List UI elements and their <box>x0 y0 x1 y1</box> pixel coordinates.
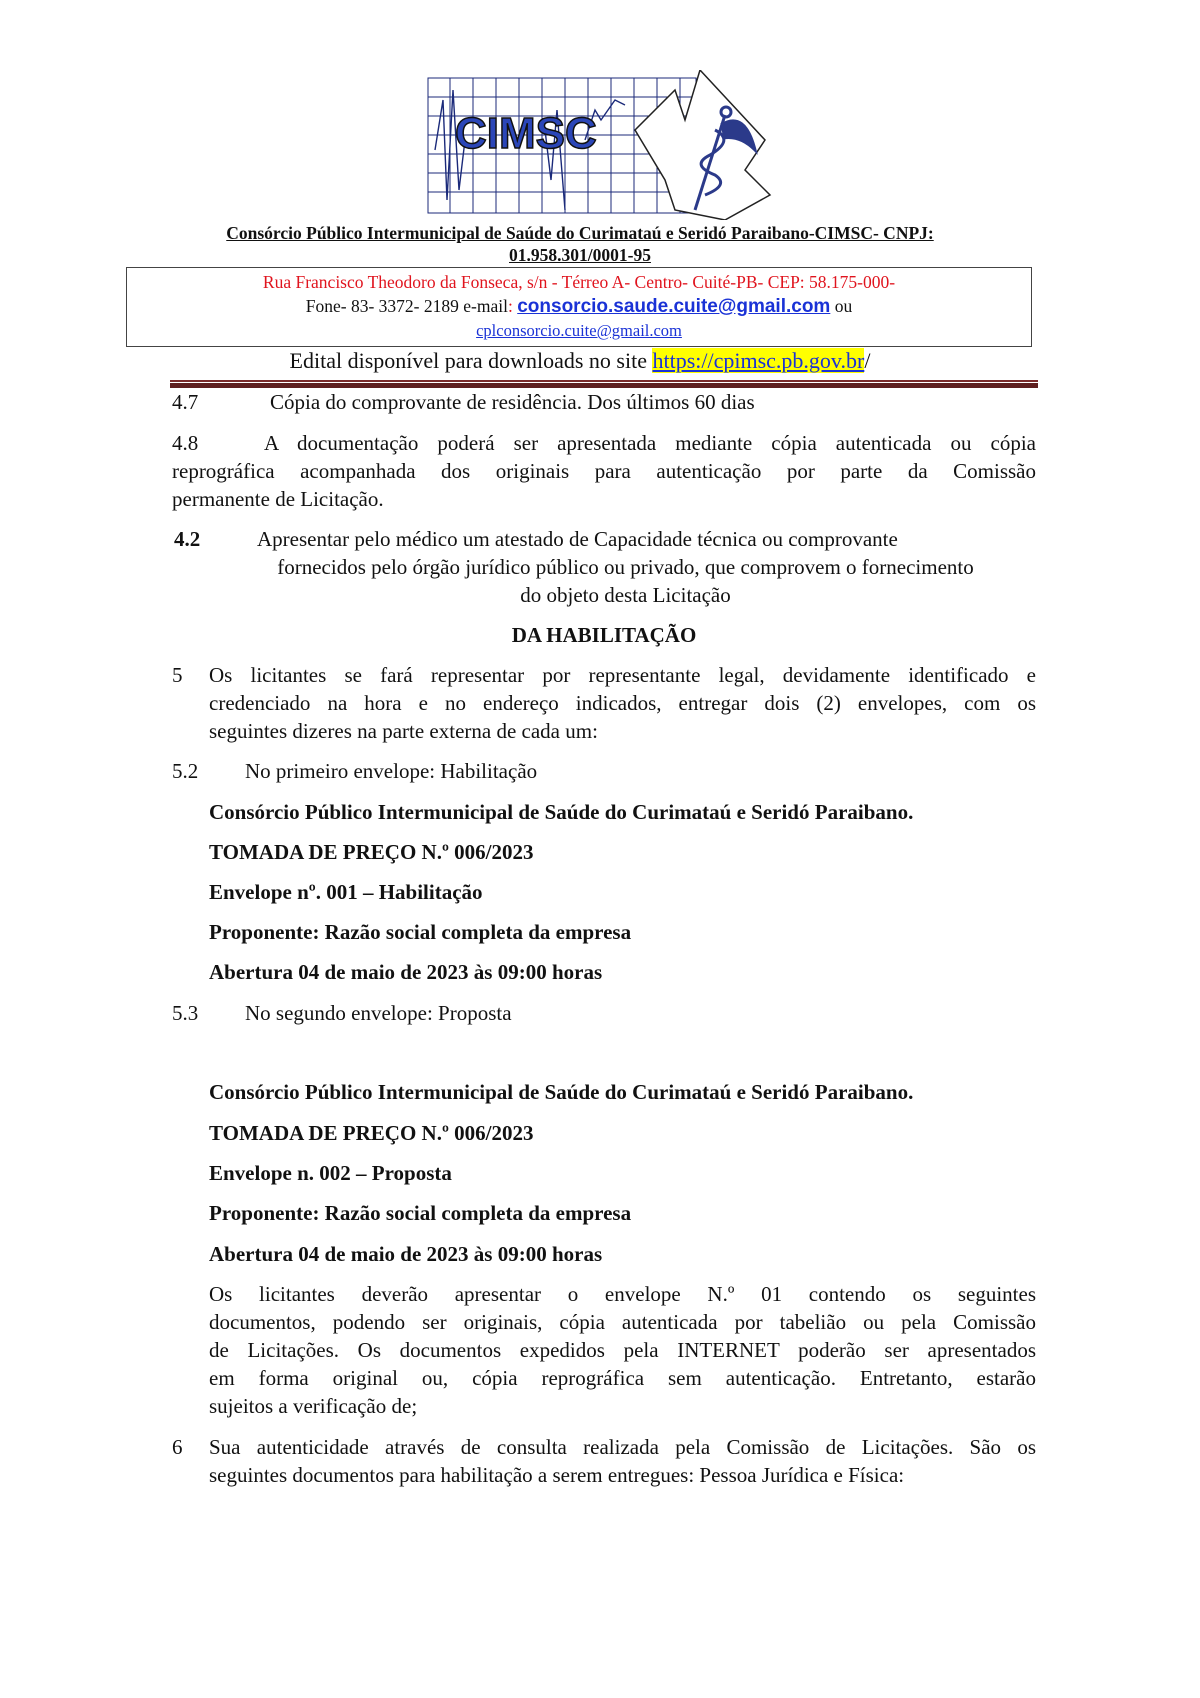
envelope-proponente: Proponente: Razão social completa da empresa <box>209 920 632 944</box>
envelope-number: Envelope nº. 001 – Habilitação <box>209 880 483 904</box>
phone-line <box>127 294 1031 319</box>
envelope-number: Envelope n. 002 – Proposta <box>209 1161 452 1185</box>
paragraph-line: de Licitações. Os documentos expedidos pela INTERNET poderão ser apresentados <box>209 1338 1036 1362</box>
site-link[interactable]: https://cpimsc.pb.gov.br <box>652 348 865 373</box>
cimsc-logo <box>425 70 785 220</box>
colon: : <box>507 296 513 316</box>
edital-line <box>130 347 1030 375</box>
section-text: fornecidos pelo órgão jurídico público ou privado, que comprovem o fornecimento <box>277 555 974 579</box>
email-link-2[interactable]: cplconsorcio.cuite@gmail.com <box>476 321 682 340</box>
section-text: credenciado na hora e no endereço indicados, entregar dois (2) envelopes, com os <box>209 691 1036 715</box>
edital-text: Edital disponível para downloads no site <box>289 348 653 373</box>
or-text: ou <box>834 296 853 316</box>
envelope-tomada: TOMADA DE PREÇO N.º 006/2023 <box>209 840 534 864</box>
section-text: No primeiro envelope: Habilitação <box>245 759 538 783</box>
section-number: 4.7 <box>172 390 199 414</box>
section-text: A documentação poderá ser apresentada mediante cópia autenticada ou cópia <box>264 431 1036 455</box>
section-number: 5.2 <box>172 759 199 783</box>
contact-box <box>126 267 1032 347</box>
section-heading: DA HABILITAÇÃO <box>511 623 697 647</box>
section-number: 5.3 <box>172 1001 199 1025</box>
paragraph-line: sujeitos a verificação de; <box>209 1394 418 1418</box>
envelope-tomada: TOMADA DE PREÇO N.º 006/2023 <box>209 1121 534 1145</box>
section-number: 4.2 <box>174 527 201 551</box>
envelope-abertura: Abertura 04 de maio de 2023 às 09:00 horas <box>209 1242 603 1266</box>
section-text: Cópia do comprovante de residência. Dos últimos 60 dias <box>270 390 755 414</box>
section-number: 5 <box>172 663 183 687</box>
envelope-org: Consórcio Público Intermunicipal de Saúde do Curimataú e Seridó Paraibano. <box>209 800 914 824</box>
section-number: 6 <box>172 1435 183 1459</box>
site-slash: / <box>864 348 871 373</box>
phone-text: Fone- 83- 3372- 2189 e-mail <box>305 296 508 316</box>
section-number: 4.8 <box>172 431 199 455</box>
envelope-org: Consórcio Público Intermunicipal de Saúde do Curimataú e Seridó Paraibano. <box>209 1080 914 1104</box>
section-text: do objeto desta Licitação <box>520 583 731 607</box>
paragraph-line: documentos, podendo ser originais, cópia autenticada por tabelião ou pela Comissão <box>209 1310 1036 1334</box>
org-title: Consórcio Público Intermunicipal de Saúde do Curimataú e Seridó Paraibano-CIMSC- CNPJ: <box>226 223 934 243</box>
address-line: Rua Francisco Theodoro da Fonseca, s/n - Térreo A- Centro- Cuité-PB- CEP: 58.175-000- <box>262 272 896 292</box>
section-text: Os licitantes se fará representar por representante legal, devidamente identificado e <box>209 663 1036 687</box>
section-text: permanente de Licitação. <box>172 487 384 511</box>
divider-thin <box>170 380 1038 382</box>
section-text: reprográfica acompanhada dos originais para autenticação por parte da Comissão <box>172 459 1036 483</box>
section-text: Apresentar pelo médico um atestado de Capacidade técnica ou comprovante <box>257 527 898 551</box>
envelope-proponente: Proponente: Razão social completa da empresa <box>209 1201 632 1225</box>
section-text: seguintes dizeres na parte externa de cada um: <box>209 719 598 743</box>
section-text: seguintes documentos para habilitação a serem entregues: Pessoa Jurídica e Física: <box>209 1463 905 1487</box>
org-cnpj: 01.958.301/0001-95 <box>509 245 651 265</box>
section-text: No segundo envelope: Proposta <box>245 1001 512 1025</box>
logo-text: CIMSC <box>455 109 597 158</box>
email2-line <box>127 319 1031 343</box>
envelope-abertura: Abertura 04 de maio de 2023 às 09:00 horas <box>209 960 603 984</box>
paragraph-line: Os licitantes deverão apresentar o envelope N.º 01 contendo os seguintes <box>209 1282 1036 1306</box>
email-link-1[interactable]: consorcio.saude.cuite@gmail.com <box>517 296 831 317</box>
paragraph-line: em forma original ou, cópia reprográfica sem autenticação. Entretanto, estarão <box>209 1366 1036 1390</box>
section-text: Sua autenticidade através de consulta realizada pela Comissão de Licitações. São os <box>209 1435 1036 1459</box>
